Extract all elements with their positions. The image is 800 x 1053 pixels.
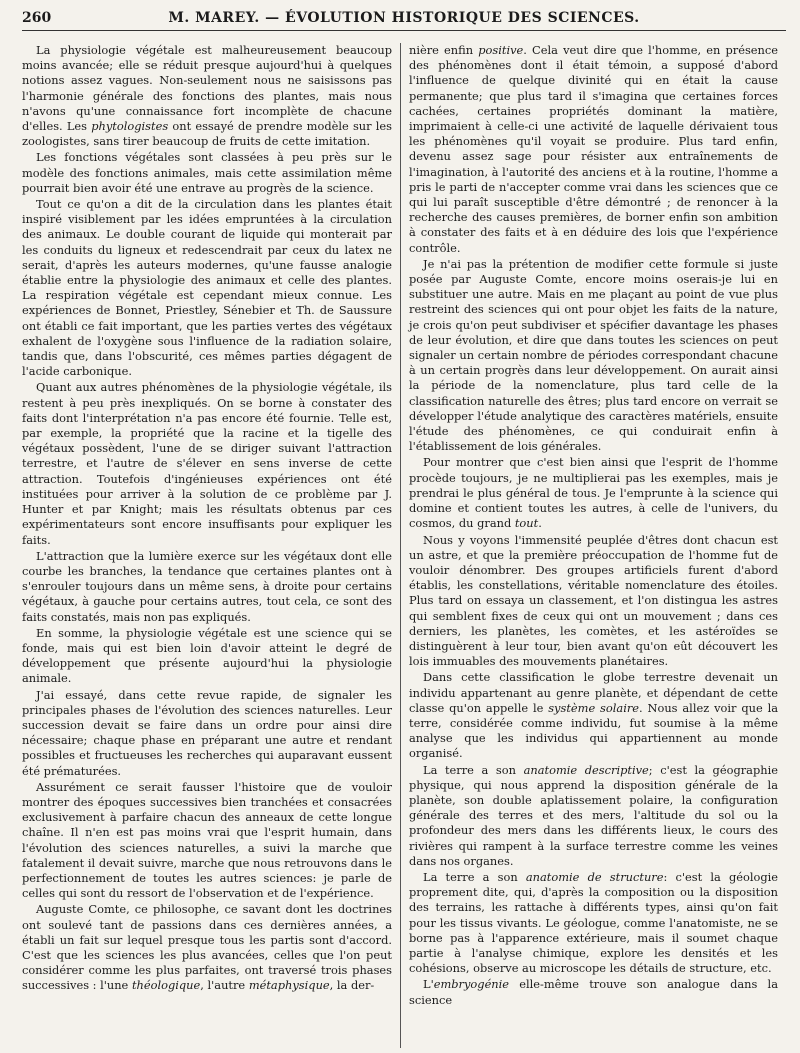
page-number: 260 <box>22 10 52 26</box>
paragraph: Auguste Comte, ce philosophe, ce savant dont les doctrines ont soulevé tant de passions dans ces dernières années, a établi un fait sur lequel presque tous les partis sont d'accord. C'est que les sciences les plus avancées, celles que l'on peut considérer comme les plus parfaites, ont traversé trois phases successives : l'une théologique, l'autre métaphysique, la der- <box>22 902 392 993</box>
paragraph: La terre a son anatomie descriptive; c'est la géographie physique, qui nous apprend la disposition générale de la planète, son double aplatissement polaire, la configuration générale des terres et des mers, l'altitude du sol ou la profondeur des mers dans les différents lieux, le cours des rivières qui rampent à la surface terrestre comme les veines dans nos organes. <box>409 762 778 868</box>
paragraph: La physiologie végétale est malheureusement beaucoup moins avancée; elle se réduit presque aujourd'hui à quelques notions assez vagues. Non-seulement nous ne saisissons pas l'harmonie générale des fonctions des plantes, mais nous n'avons qu'une connaissance fort incomplète de chacune d'elles. Les phytologistes ont essayé de prendre modèle sur les zoologistes, sans tirer beaucoup de fruits de cette imitation. <box>22 43 392 149</box>
paragraph: L'embryogénie elle-même trouve son analogue dans la science <box>409 977 778 1007</box>
right-column <box>400 43 778 1048</box>
left-column <box>22 43 400 1048</box>
paragraph: En somme, la physiologie végétale est une science qui se fonde, mais qui est bien loin d'avoir atteint le degré de développement que présente aujourd'hui la physiologie animale. <box>22 625 392 686</box>
paragraph: Quant aux autres phénomènes de la physiologie végétale, ils restent à peu près inexpliqués. On se borne à constater des faits dont l'interprétation n'a pas encore été fournie. Telle est, par exemple, la propriété que la racine et la tigelle des végétaux possèdent, l'une de se diriger suivant l'attraction terrestre, et l'autre de s'élever en sens inverse de cette attraction. Toutefois d'ingénieuses expériences ont été instituées pour arriver à la solution de ce problème par J. Hunter et par Knight; mais les résultats obtenus par ces expérimentateurs sont encore insuffisants pour expliquer les faits. <box>22 380 392 547</box>
paragraph: Les fonctions végétales sont classées à peu près sur le modèle des fonctions animales, mais cette assimilation même pourrait bien avoir été une entrave au progrès de la science. <box>22 150 392 195</box>
paragraph: Nous y voyons l'immensité peuplée d'êtres dont chacun est un astre, et que la première préoccupation de l'homme fut de vouloir dénombrer. Des groupes artificiels furent d'abord établis, les constellations, véritable nomenclature des étoiles. Plus tard on essaya un classement, et l'on distingua les astres qui semblent fixes de ceux qui ont un mouvement ; dans ces derniers, les planètes, les comètes, et les astéroïdes se distinguèrent à leur tour, bien avant qu'on eût découvert les lois immuables des mouvements planétaires. <box>409 532 778 669</box>
text-columns <box>22 43 786 1048</box>
page-header <box>22 6 786 31</box>
paragraph: nière enfin positive. Cela veut dire que l'homme, en présence des phénomènes dont il était témoin, a supposé d'abord l'influence de quelque divinité qui en était la cause permanente; que plus tard il s'imagina que certaines forces cachées, certaines propriétés dominant la matière, imprimaient à celle-ci une activité de laquelle dérivaient tous les phénomènes qu'il voyait se produire. Plus tard enfin, devenu assez sage pour résister aux entraînements de l'imagination, à l'autorité des anciens et à la routine, l'homme a pris le parti de n'accepter comme vrai dans les sciences que ce qui lui paraît susceptible d'être démontré ; de renoncer à la recherche des causes premières, de borner enfin son ambition à constater des faits et à en déduire des lois que l'expérience contrôle. <box>409 43 778 255</box>
running-title: M. MAREY. — ÉVOLUTION HISTORIQUE DES SCIENCES. <box>168 10 640 26</box>
paragraph: Je n'ai pas la prétention de modifier cette formule si juste posée par Auguste Comte, encore moins oserais-je lui en substituer une autre. Mais en me plaçant au point de vue plus restreint des sciences qui ont pour objet les faits de la nature, je crois qu'on peut subdiviser et spécifier davantage les phases de leur évolution, et dire que dans toutes les sciences on peut signaler un certain nombre de périodes correspondant chacune à un certain progrès dans leur développement. On aurait ainsi la période de la nomenclature, plus tard celle de la classification naturelle des êtres; plus tard encore on verrait se développer l'étude analytique des caractères matériels, ensuite l'étude des phénomènes, ce qui conduirait enfin à l'établissement de lois générales. <box>409 256 778 454</box>
paragraph: Tout ce qu'on a dit de la circulation dans les plantes était inspiré visiblement par les idées empruntées à la circulation des animaux. Le double courant de liquide qui monterait par les conduits du ligneux et redescendrait par ceux du latex ne serait, d'après les auteurs modernes, qu'une fausse analogie établie entre la physiologie des animaux et celle des plantes. La respiration végétale est cependant mieux connue. Les expériences de Bonnet, Priestley, Sénebier et Th. de Saussure ont établi ce fait important, que les parties vertes des végétaux exhalent de l'oxygène sous l'influence de la radiation solaire, tandis que, dans l'obscurité, ces mêmes parties dégagent de l'acide carbonique. <box>22 197 392 379</box>
paragraph: L'attraction que la lumière exerce sur les végétaux dont elle courbe les branches, la tendance que certaines plantes ont à s'enrouler toujours dans un même sens, à droite pour certains végétaux, à gauche pour certains autres, tout cela, ce sont des faits constatés, mais non pas expliqués. <box>22 548 392 624</box>
paragraph: Assurément ce serait fausser l'histoire que de vouloir montrer des époques successives bien tranchées et consacrées exclusivement à parfaire chacun des anneaux de cette longue chaîne. Il n'en est pas moins vrai que l'esprit humain, dans l'évolution des sciences naturelles, a suivi la marche que fatalement il devait suivre, marche que nous retrouvons dans le perfectionnement de toutes les autres sciences: je parle de celles qui sont du ressort de l'observation et de l'expérience. <box>22 779 392 901</box>
paragraph: La terre a son anatomie de structure: c'est la géologie proprement dite, qui, d'après la composition ou la disposition des terrains, les rattache à différents types, ainsi qu'on fait pour les tissus vivants. Le géologue, comme l'anatomiste, ne se borne pas à l'apparence extérieure, mais il soumet chaque partie à l'analyse chimique, explore les densités et les cohésions, observe au microscope les détails de structure, etc. <box>409 869 778 976</box>
paragraph: J'ai essayé, dans cette revue rapide, de signaler les principales phases de l'évolution des sciences naturelles. Leur succession devait se faire dans un ordre pour ainsi dire nécessaire; chaque phase en préparant une autre et rendant possibles et fructueuses les recherches qui auparavant eussent été prématurées. <box>22 687 392 778</box>
paragraph: Pour montrer que c'est bien ainsi que l'esprit de l'homme procède toujours, je ne multiplierai pas les exemples, mais je prendrai le plus général de tous. Je l'emprunte à la science qui domine et contient toutes les autres, à celle de l'univers, du cosmos, du grand tout. <box>409 455 778 531</box>
paragraph: Dans cette classification le globe terrestre devenait un individu appartenant au genre planète, et dépendant de cette classe qu'on appelle le système solaire. Nous allez voir que la terre, considérée comme individu, fut soumise à la même analyse que les individus qui appartiennent au monde organisé. <box>409 670 778 761</box>
